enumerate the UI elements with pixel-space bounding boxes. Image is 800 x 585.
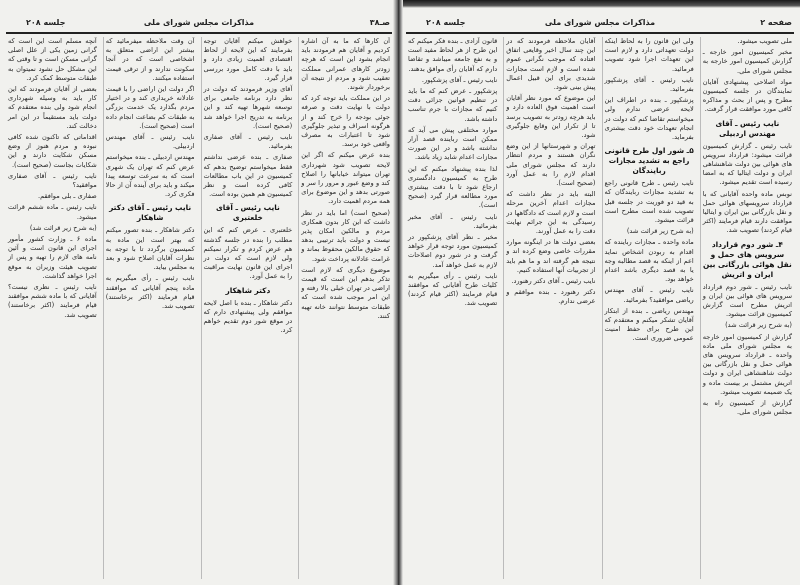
- paragraph: اقداماتی که تاکنون شده کافی نبوده و مردم هنوز از وضع مسکن شکایت دارند و این شکایات بجاست (صحیح است).: [8, 133, 97, 169]
- paragraph: موضوع دیگری که لازم است تذکر بدهم این است که قیمت اراضی در تهران خیلی بالا رفته و این امر موجب شده است که طبقات متوسط نتوانند خانه تهیه کنند.: [301, 265, 390, 320]
- paragraph: (صحیح است) اما باید در نظر داشت که این کار بدون همکاری مردم و مالکین امکان پذیر نیست و دولت باید ترتیبی بدهد که حقوق مالکین محفوظ بماند و غرامت عادلانه پرداخت شود.: [301, 208, 390, 263]
- paragraph: بنده عرض میکنم که اگر این لایحه تصویب شود شهرداری تهران میتواند خیابانها را اصلاح کند و وضع عبور و مرور را سر و صورتی بدهد و این موضوع برای همه مردم اهمیت دارد.: [301, 151, 390, 206]
- paragraph: نایب رئیس ـ گزارش کمیسیون قرائت میشود: قرارداد سرویس های هوائی بین دولت شاهنشاهی ایران و دولت ایتالیا که به امضا رسیده است تقدیم میشود.: [702, 141, 792, 187]
- paragraph: صفاری ـ بلی موافقم.: [37, 192, 97, 201]
- paragraph: مخبر ـ نظر آقای پزشکپور در کمیسیون مورد توجه قرار خواهد گرفت و در شور دوم اصلاحات لازم به عمل خواهد آمد.: [408, 233, 498, 269]
- paragraph: مخبر کمیسیون امور خارجه ـ گزارش کمیسیون امور خارجه به مجلس شورای ملی.: [702, 48, 792, 75]
- section-heading: نایب رئیس ـ آقای دکتر شاهکار: [109, 203, 192, 223]
- text-column: [103, 37, 197, 579]
- page-number: صفحه ۲: [760, 18, 792, 27]
- paragraph: (به شرح زیر قرائت شد): [725, 321, 792, 330]
- paragraph: پزشکپور ـ بنده در اطراف این لایحه عرضی ندارم ولی میخواستم تقاضا کنم که دولت در انجام تعهدات خود دقت بیشتری بفرماید.: [604, 96, 694, 142]
- text-column: [602, 37, 696, 579]
- header-rule: [406, 32, 794, 34]
- session-number: جلسه ۲۰۸: [426, 18, 466, 27]
- paragraph: گزارش از کمیسیون راه به مجلس شورای ملی.: [702, 399, 792, 417]
- paragraph: نایب رئیس ـ رأی میگیریم به ماده پنجم آقایانی که موافقند قیام فرمایند (اکثر برخاستند) تصویب شد.: [105, 274, 195, 311]
- paragraph: نایب رئیس ـ نظری نیست؟ آقایانی که با ماده ششم موافقند قیام فرمایند (اکثر برخاستند) تصویب شد.: [8, 283, 97, 319]
- text-column: [406, 37, 499, 579]
- paragraph: البته باید در نظر داشت که مجازات اعدام آخرین مرحله است و لازم است که دادگاهها در رسیدگی به این جرائم نهایت دقت را به عمل آورند.: [506, 190, 596, 236]
- paragraph: بعضی دولت ها در اینگونه موارد مقررات خاصی وضع کرده اند و نتیجه هم گرفته اند و ما هم باید از تجربیات آنها استفاده کنیم.: [506, 238, 596, 274]
- paragraph: بعضی از آقایان فرمودند که این کار باید به وسیله شهرداری انجام شود ولی بنده معتقدم که دولت باید مستقیماً در این امر دخالت کند.: [8, 85, 97, 130]
- text-column: [6, 37, 99, 579]
- paragraph: ولی این قانون را به لحاظ اینکه دولت تعهداتی دارد و لازم است این تعهدات اجرا شود تصویب فرمائید.: [604, 37, 694, 73]
- paragraph: نایب رئیس ـ آقای پزشکپور بفرمائید.: [604, 75, 694, 94]
- section-heading: ۵ـ شور اول طرح قانونی راجع به تشدید مجازات ربایندگان: [604, 146, 694, 176]
- paragraph: نایب رئیس ـ رأی میگیریم به کلیات طرح آقایانی که موافقند قیام فرمایند (اکثر قیام کردند) تصویب شد.: [408, 271, 498, 308]
- paragraph: نایب رئیس ـ آقای دکتر رهنورد.: [511, 277, 596, 286]
- paragraph: نایب رئیس ـ آقای صفاری موافقید؟: [8, 171, 97, 190]
- paragraph: آقای وزیر فرمودند که دولت در نظر دارد برنامه جامعی برای توسعه شهرها تهیه کند و این برنامه به تدریج اجرا خواهد شد (صحیح است).: [203, 85, 293, 130]
- page-header: [6, 14, 392, 30]
- paragraph: ماده ۶ ـ وزارت کشور مأمور اجرای این قانون است و آئین نامه های لازم را تهیه و پس از تصویب هیئت وزیران به موقع اجرا خواهد گذاشت.: [8, 235, 97, 280]
- paragraph: تهران و شهرستانها از این وضع نگران هستند و مردم انتظار دارند که مجلس شورای ملی اقدام لازم را به عمل آورد (صحیح است).: [506, 142, 596, 188]
- book-gutter: [393, 0, 403, 585]
- paragraph: پزشکپور ـ عرض کنم که ما باید در تنظیم قوانین جزائی دقت کنیم که مجازات با جرم تناسب داشته باشد.: [408, 87, 498, 123]
- paragraph: لذا بنده پیشنهاد میکنم که این طرح به کمیسیون دادگستری ارجاع شود تا با دقت بیشتری مورد مطالعه قرار گیرد (صحیح است).: [408, 164, 498, 210]
- paragraph: نایب رئیس ـ آقای پزشکپور.: [421, 75, 498, 84]
- paragraph: ماده واحده ـ مجازات رباینده که اقدام به ربودن اشخاص نماید اعم از اینکه به قصد مطالبه وجه یا به قصد دیگری باشد اعدام خواهد بود.: [604, 238, 694, 284]
- paragraph: خواهش میکنم آقایان توجه بفرمایند که این لایحه از لحاظ اقتصادی اهمیت زیادی دارد و باید با دقت کامل مورد بررسی قرار گیرد.: [203, 37, 293, 82]
- paragraph: نایب رئیس ـ آقای مخبر بفرمائید.: [408, 212, 498, 230]
- paragraph: در این مملکت باید توجه کرد که دولت با نهایت دقت و صرفه جوئی بودجه را خرج کند و از هرگونه اسراف و تبذیر جلوگیری شود تا اعتبارات به مصرف واقعی خود برسد.: [301, 94, 390, 149]
- text-column: [201, 37, 295, 579]
- section-heading: دکتر شاهکار: [225, 285, 271, 295]
- page-number: صـ۳۸: [369, 18, 390, 27]
- paragraph: نایب رئیس ـ آقای مهندس ریاضی موافقید؟ بفرمائید.: [604, 286, 694, 304]
- paragraph: آن کارها که ما به آن اشاره کردیم و آقایان هم فرمودند باید انجام بشود این است که هرچه زودتر کارهای عمرانی مملکت تعقیب شود و مردم از نتیجه آن برخوردار شوند.: [301, 37, 390, 92]
- page-header: [406, 14, 794, 30]
- paragraph: دکتر شاهکار ـ بنده تصور میکنم که بهتر است این ماده به کمیسیون برگردد تا با توجه به نظرات آقایان اصلاح شود و بعد به مجلس بیاید.: [105, 226, 195, 272]
- paragraph: آنچه مسلم است این است که گرانی زمین یکی از علل اصلی گرانی مسکن است و تا وقتی که این مشکل حل نشود نمیتوان به طبقات متوسط کمک کرد.: [8, 37, 97, 82]
- paragraph: این موضوع که مورد نظر آقایان است اهمیت فوق العاده دارد و باید هرچه زودتر به تصویب برسد تا از تکرار این وقایع جلوگیری شود.: [506, 94, 596, 140]
- paragraph: مهندس ریاضی ـ بنده از ابتکار آقایان تشکر میکنم و معتقدم که این طرح برای حفظ امنیت عمومی ضروری است.: [604, 306, 694, 343]
- paragraph: نایب رئیس ـ آقای مهندس اردبیلی.: [105, 133, 195, 151]
- paragraph: نایب رئیس ـ آقای صفاری بفرمائید.: [203, 133, 293, 151]
- text-column: [503, 37, 597, 579]
- section-heading: نایب رئیس ـ آقای خلعتبری: [215, 203, 280, 223]
- paragraph: آقایان ملاحظه فرمودند که در این چند سال اخیر وقایعی اتفاق افتاده که موجب نگرانی عموم شده است و لازم است مجازات شدیدی برای این قبیل اعمال پیش بینی شود.: [506, 37, 596, 92]
- paragraph: مواد اصلاحی پیشنهادی آقایان نمایندگان در جلسه کمیسیون مطرح و پس از بحث و مذاکره کافی مورد موافقت قرار گرفت.: [702, 77, 792, 114]
- paragraph: (به شرح زیر قرائت شد): [29, 223, 97, 232]
- paragraph: نایب رئیس ـ ماده ششم قرائت میشود.: [8, 203, 97, 221]
- header-rule: [6, 32, 392, 34]
- paragraph: (به شرح زیر قرائت شد): [626, 227, 694, 236]
- paragraph: قانون آزادی ـ بنده فکر میکنم که این طرح از هر لحاظ مفید است و به نفع جامعه میباشد و تقاضا دارم که آقایان رأی موافق بدهند.: [408, 37, 498, 73]
- left-page: [6, 14, 392, 580]
- section-heading: نایب رئیس ـ آقای مهندس اردبیلی: [715, 118, 780, 138]
- paragraph: موارد مختلفی پیش می آید که ممکن است رباینده قصد آزار نداشته باشد و در این صورت مجازات اعدام شاید زیاد باشد.: [408, 125, 498, 162]
- running-title: مذاکرات مجلس شورای ملی: [143, 18, 255, 27]
- paragraph: صفاری ـ بنده عرضی نداشتم فقط میخواستم توضیح بدهم که کمیسیون در این باب مطالعات کافی کرده است و نظر کمیسیون هم همین بوده است.: [203, 153, 293, 199]
- paragraph: گزارش از کمیسیون امور خارجه به مجلس شورای ملی ماده واحده ـ قرارداد سرویس های هوائی حمل و نقل بازرگانی بین دولت شاهنشاهی ایران و دولت اتریش مشتمل بر بیست ماده و یک ضمیمه تصویب میشود.: [702, 332, 792, 396]
- paragraph: خلعتبری ـ عرض کنم که این مطلب را بنده در جلسه گذشته هم عرض کردم و تکرار نمیکنم ولی لازم است که دولت در اجرای این قانون نهایت مراقبت را به عمل آورد.: [203, 226, 293, 281]
- right-page: [406, 14, 794, 580]
- paragraph: دکتر شاهکار ـ بنده با اصل لایحه موافقم ولی پیشنهادی دارم که در موقع شور دوم تقدیم خواهم کرد.: [203, 298, 293, 335]
- paragraph: اگر دولت این اراضی را با قیمت عادلانه خریداری کند و در اختیار مردم بگذارد یک خدمت بزرگی به طبقات کم بضاعت انجام داده است (صحیح است).: [105, 85, 195, 130]
- text-columns: [6, 37, 392, 579]
- scan-edge: [395, 0, 800, 8]
- session-number: جلسه ۲۰۸: [26, 18, 66, 27]
- paragraph: مهندس اردبیلی ـ بنده میخواستم عرض کنم که تهران یک شهری است که به سرعت توسعه پیدا میکند و باید برای آینده آن از حالا فکری کرد.: [105, 153, 195, 199]
- text-column: [700, 37, 794, 579]
- paragraph: نوبس ماده واحده آقایانی که با قرارداد سرویسهای هوائی حمل و نقل بازرگانی بین ایران و ایتالیا موافقت دارند قیام فرمایند (اکثر قیام کردند) تصویب شد.: [702, 189, 792, 235]
- paragraph: آن وقت ملاحظه میفرمائید که بیشتر این اراضی متعلق به اشخاصی است که در آنجا سکونت ندارند و از ترقی قیمت استفاده میکنند.: [105, 37, 195, 82]
- paragraph: ملی تصویب میشود.: [737, 37, 792, 45]
- paragraph: نایب رئیس ـ طرح قانونی راجع به تشدید مجازات ربایندگان که به قید دو فوریت در جلسه قبل تصویب شده است مطرح است قرائت میشود.: [604, 179, 694, 225]
- text-columns: [406, 37, 794, 579]
- paragraph: نایب رئیس ـ شور دوم قرارداد سرویس های هوائی بین ایران و اتریش مطرح است گزارش کمیسیون قرائت میشود.: [702, 282, 792, 319]
- paragraph: دکتر رهنورد ـ بنده موافقم و عرضی ندارم.: [506, 288, 596, 306]
- text-column: [298, 37, 392, 579]
- section-heading: ۴ـ شور دوم قرارداد سرویس های حمل و نقل هوائی بازرگانی بین ایران و اتریش: [702, 239, 792, 279]
- running-title: مذاکرات مجلس شورای ملی: [544, 18, 656, 27]
